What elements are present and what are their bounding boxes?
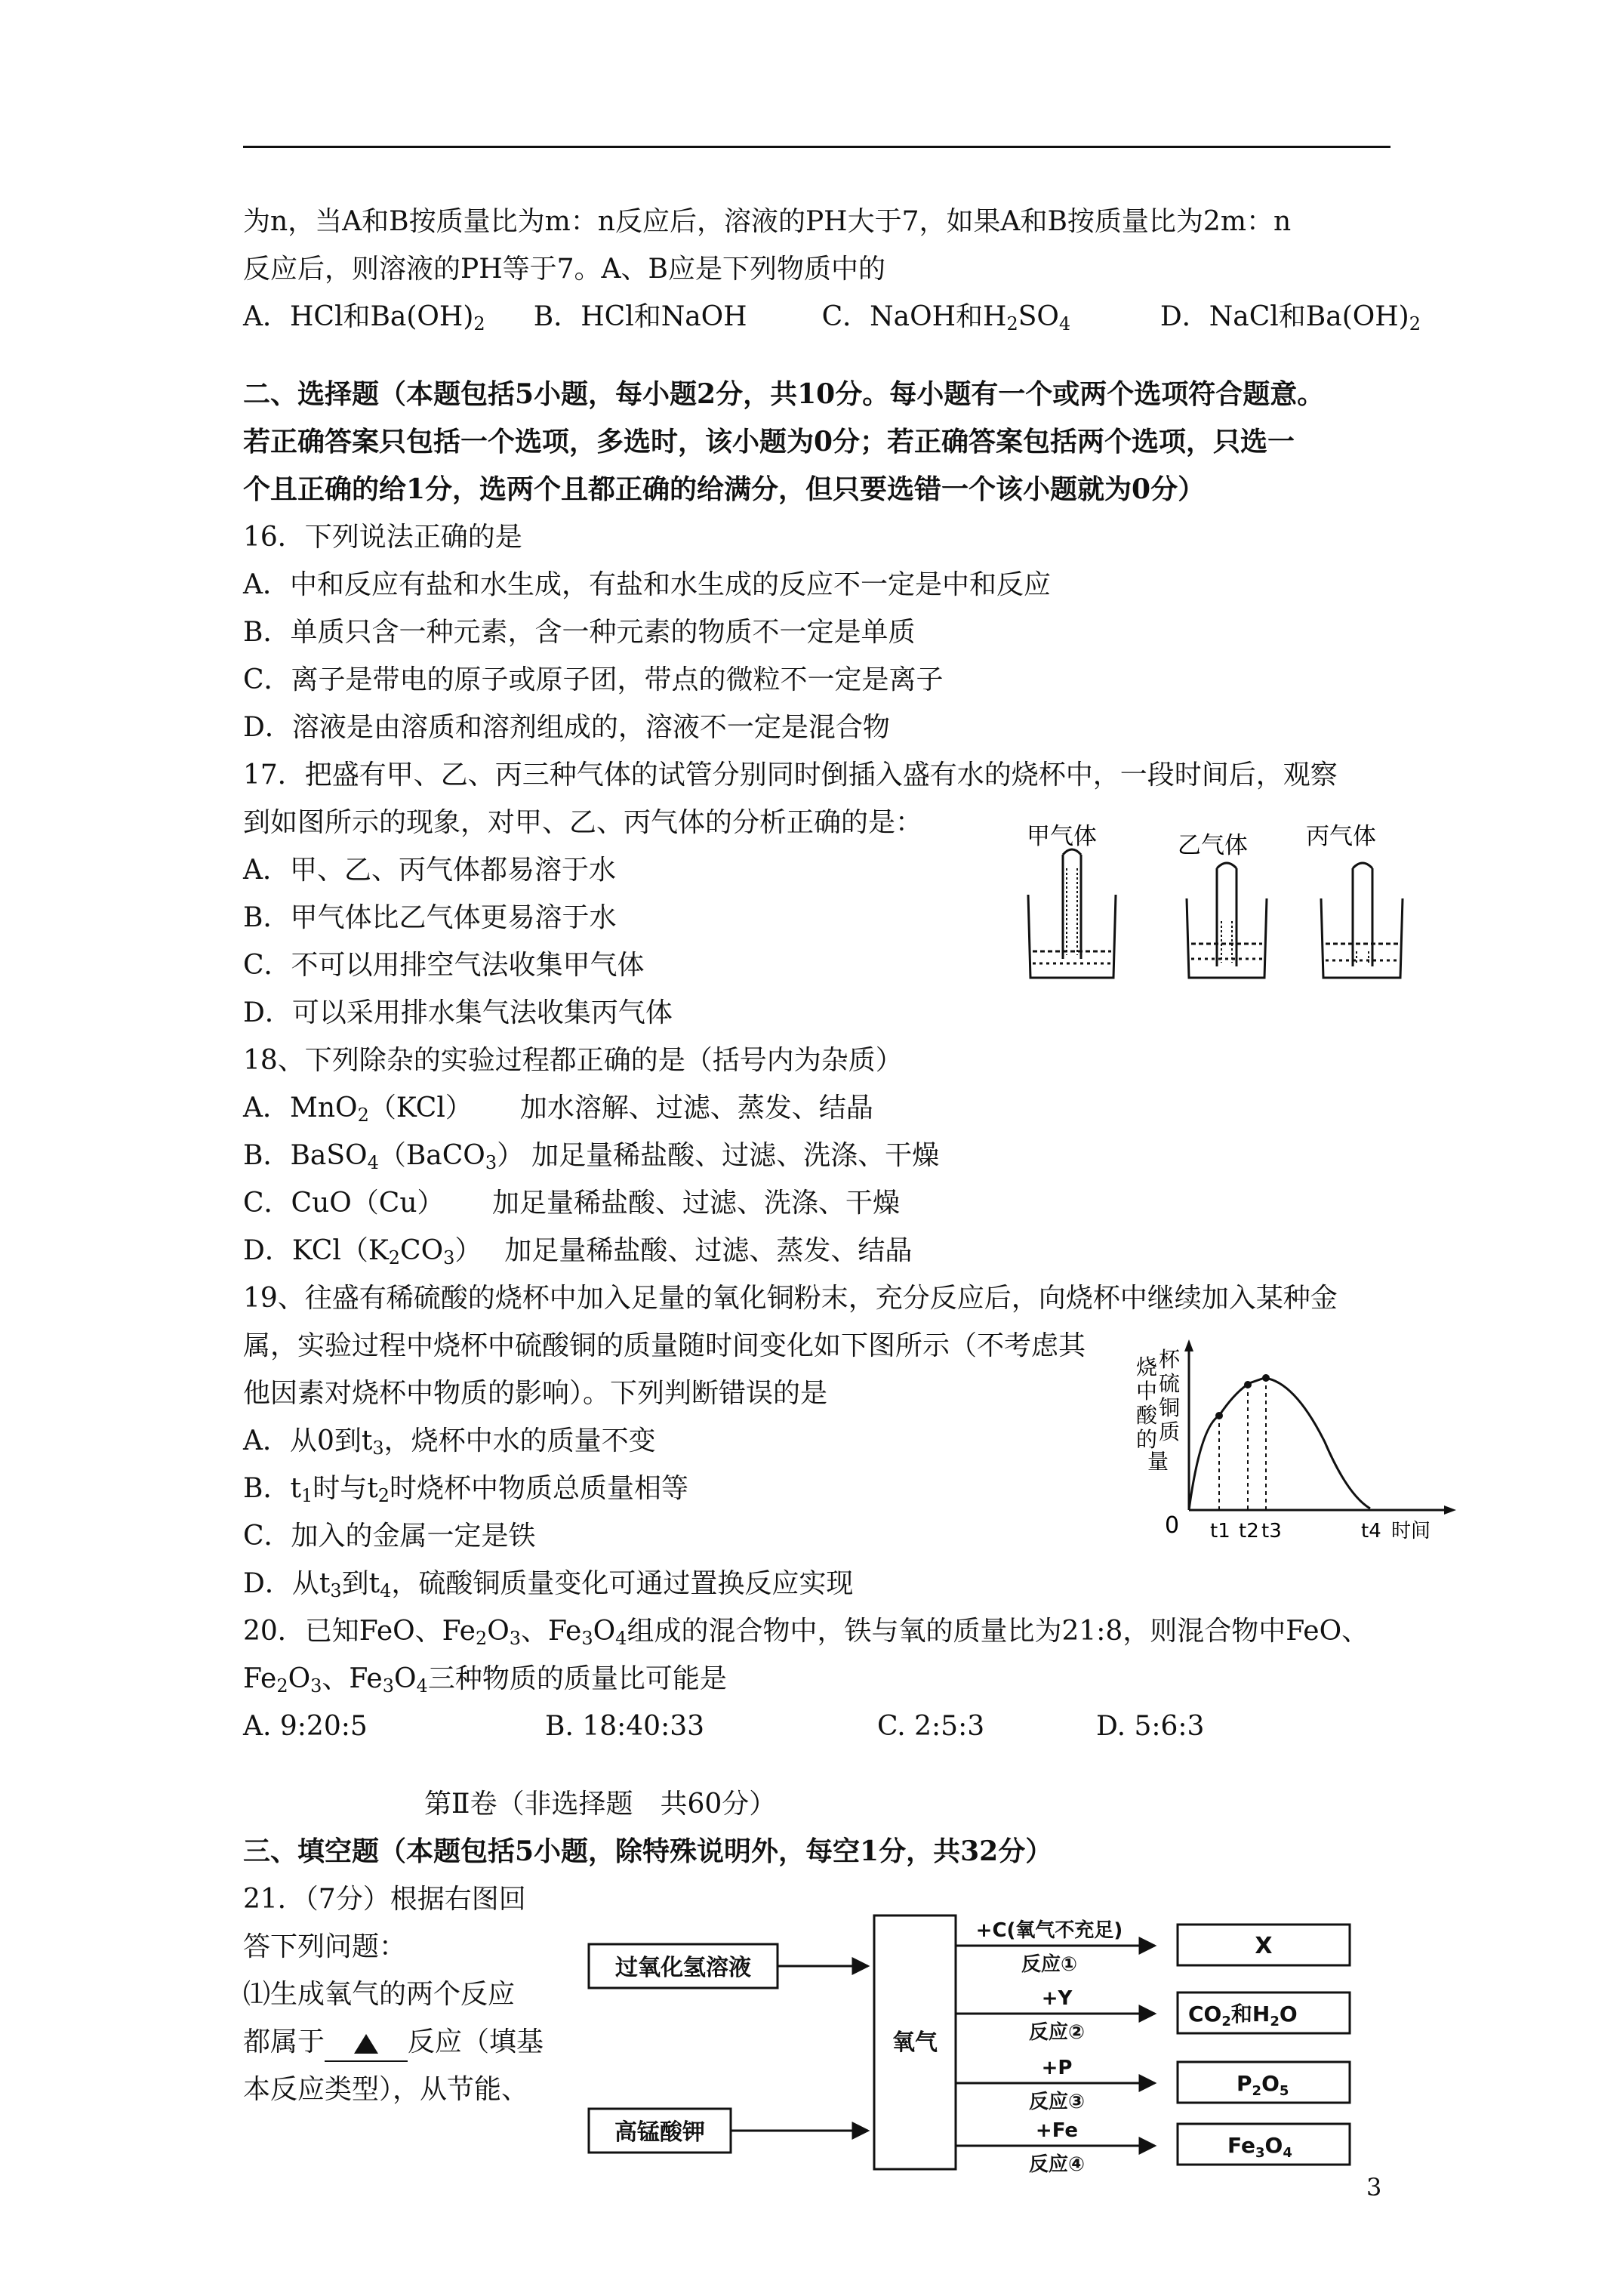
q15-option-b: B．HCl和NaOH (533, 301, 747, 332)
q20-option-d: D. 5:6:3 (1096, 1711, 1205, 1742)
section2-heading-3: 个且正确的给1分，选两个且都正确的给满分，但只要选错一个该小题就为0分） (243, 473, 1206, 505)
r2-reagent: +Y (1041, 1987, 1073, 2010)
q19-option-d: D．从$t_3$到$t_4$，硫酸铜质量变化可通过置换反应实现 (243, 1568, 854, 1601)
label-gas-yi: 乙气体 (1178, 832, 1248, 859)
q21-line-2: 答下列问题： (243, 1931, 407, 1962)
q21-line-1: 21．（7分）根据右图回 (243, 1884, 526, 1915)
q15-option-d: D．NaCl和$Ba(OH)_2$ (1160, 301, 1421, 334)
graph-ylabel-6: 铜 (1159, 1395, 1181, 1420)
q20-option-c: C. 2:5:3 (877, 1711, 985, 1742)
q20-stem-1: 20．已知FeO、$Fe_2O_3$、$Fe_3O_4$组成的混合物中，铁与氧的质量比为21:8，则混合物中FeO、 (243, 1616, 1369, 1649)
q17-stem-1: 17．把盛有甲、乙、丙三种气体的试管分别同时倒插入盛有水的烧杯中，一段时间后，观察 (243, 760, 1338, 791)
graph-origin: 0 (1165, 1512, 1180, 1539)
q21-line-3: ⑴生成氧气的两个反应 (243, 1979, 516, 2010)
q18-option-b: B．BaSO$_4$（BaCO$_3$） 加足量稀盐酸、过滤、洗涤、干燥 (243, 1140, 940, 1173)
r1-label: 反应① (1021, 1953, 1078, 1976)
q19-stem-2: 属，实验过程中烧杯中硫酸铜的质量随时间变化如下图所示（不考虑其 (243, 1330, 1086, 1361)
part2-title: 第Ⅱ卷（非选择题 共60分） (424, 1789, 777, 1820)
graph-ylabel-1: 烧 (1136, 1354, 1158, 1379)
q17-option-b: B．甲气体比乙气体更易溶于水 (243, 902, 617, 933)
q17-option-d: D．可以采用排水集气法收集丙气体 (243, 997, 673, 1028)
graph-ylabel-9: 量 (1147, 1449, 1169, 1474)
q21-line-4: 都属于 反应（填基 (243, 2018, 1421, 2066)
label-hydrogen-peroxide: 过氧化氢溶液 (615, 1955, 751, 1981)
q19-option-b: B．$t_1$时与$t_2$时烧杯中物质总质量相等 (243, 1473, 688, 1506)
q20-stem-2: $Fe_2O_3$、$Fe_3O_4$三种物质的质量比可能是 (243, 1663, 727, 1697)
beaker-yi (1187, 863, 1267, 978)
header-rule (243, 146, 1390, 148)
graph-ylabel-5: 酸 (1136, 1403, 1158, 1428)
graph-ylabel-4: 硫 (1159, 1371, 1181, 1396)
q19-copper-sulfate-graph (1129, 1336, 1461, 1548)
q17-option-c: C．不可以用排空气法收集甲气体 (243, 950, 645, 981)
q15-option-c: C．NaOH和$H_2SO_4$ (821, 301, 1071, 334)
q18-option-a: A．MnO$_2$（KCl） 加水溶解、过滤、蒸发、结晶 (243, 1093, 873, 1126)
graph-tick-t2: t2 (1239, 1520, 1259, 1542)
beaker-jia (1028, 849, 1116, 978)
product-fe3o4: $Fe_3O_4$ (1227, 2133, 1292, 2161)
r3-label: 反应③ (1028, 2091, 1086, 2113)
label-permanganate: 高锰酸钾 (614, 2119, 705, 2146)
graph-curve (1189, 1378, 1370, 1510)
section3-heading: 三、填空题（本题包括5小题，除特殊说明外，每空1分，共32分） (243, 1835, 1053, 1867)
graph-tick-t1: t1 (1210, 1520, 1230, 1542)
q16-option-c: C．离子是带电的原子或原子团，带点的微粒不一定是离子 (243, 664, 944, 695)
q21-line-5: 本反应类型），从节能、 (243, 2074, 529, 2105)
q16-option-b: B．单质只含一种元素，含一种元素的物质不一定是单质 (243, 617, 916, 648)
r1-reagent: +C(氧气不充足) (975, 1919, 1123, 1942)
beaker-bing (1321, 863, 1403, 978)
label-gas-jia: 甲气体 (1027, 823, 1097, 850)
graph-ylabel-2: 杯 (1159, 1347, 1181, 1372)
q15-line-2: 反应后，则溶液的PH等于7。A、B应是下列物质中的 (243, 254, 885, 285)
q17-gas-tubes-figure (1019, 815, 1412, 989)
q19-stem-3: 他因素对烧杯中物质的影响）。下列判断错误的是 (243, 1378, 828, 1409)
answer-blank-triangle (325, 2024, 408, 2062)
q16-stem: 16．下列说法正确的是 (243, 522, 522, 553)
q19-option-a: A．从0到$t_3$，烧杯中水的质量不变 (243, 1425, 656, 1459)
q19-option-c: C．加入的金属一定是铁 (243, 1521, 536, 1552)
r4-reagent: +Fe (1035, 2119, 1079, 2142)
graph-tick-t3: t3 (1261, 1520, 1282, 1542)
q21-oxygen-diagram (581, 1914, 1374, 2174)
q19-stem-1: 19、往盛有稀硫酸的烧杯中加入足量的氧化铜粉末，充分反应后，向烧杯中继续加入某种金 (243, 1283, 1338, 1314)
r3-reagent: +P (1041, 2057, 1073, 2079)
label-gas-bing: 丙气体 (1306, 823, 1376, 850)
graph-ylabel-3: 中 (1136, 1379, 1158, 1404)
graph-xlabel: 时间 (1391, 1520, 1431, 1542)
graph-ylabel-8: 质 (1159, 1419, 1181, 1444)
product-p2o5: $P_2O_5$ (1236, 2071, 1289, 2099)
r2-label: 反应② (1028, 2021, 1086, 2044)
q20-options (243, 1703, 1421, 1750)
section2-heading-2: 若正确答案只包括一个选项，多选时，该小题为0分；若正确答案包括两个选项，只选一 (243, 426, 1295, 458)
q16-option-a: A．中和反应有盐和水生成，有盐和水生成的反应不一定是中和反应 (243, 569, 1051, 600)
exam-page (243, 198, 1421, 2113)
product-co2-h2o: $CO_2$和$H_2O$ (1188, 2002, 1298, 2029)
product-x: X (1255, 1933, 1273, 1959)
label-oxygen: 氧气 (892, 2029, 938, 2056)
q20-option-b: B. 18:40:33 (545, 1711, 705, 1742)
q20-option-a: A. 9:20:5 (243, 1711, 368, 1742)
q18-option-d: D．$KCl(K_2CO_3)$ 加足量稀盐酸、过滤、蒸发、结晶 (243, 1235, 913, 1268)
q17-option-a: A．甲、乙、丙气体都易溶于水 (243, 855, 616, 886)
graph-ylabel-7: 的 (1136, 1427, 1158, 1452)
q16-option-d: D．溶液是由溶质和溶剂组成的，溶液不一定是混合物 (243, 712, 890, 743)
q18-stem: 18、下列除杂的实验过程都正确的是（括号内为杂质） (243, 1045, 903, 1076)
q15-options (243, 293, 1421, 341)
q15-option-a: A．HCl和$Ba(OH)_2$ (243, 301, 485, 334)
page-number: 3 (1366, 2173, 1382, 2202)
q18-option-c: C．CuO（Cu） 加足量稀盐酸、过滤、洗涤、干燥 (243, 1188, 901, 1219)
q17-stem-2: 到如图所示的现象，对甲、乙、丙气体的分析正确的是： (243, 807, 923, 838)
graph-tick-t4: t4 (1361, 1520, 1381, 1542)
r4-label: 反应④ (1028, 2153, 1086, 2174)
section2-heading-1: 二、选择题（本题包括5小题，每小题2分，共10分。每小题有一个或两个选项符合题意。 (243, 378, 1325, 410)
q15-line-1: 为n，当A和B按质量比为m：n反应后，溶液的PH大于7，如果A和B按质量比为2m：n (243, 206, 1292, 237)
